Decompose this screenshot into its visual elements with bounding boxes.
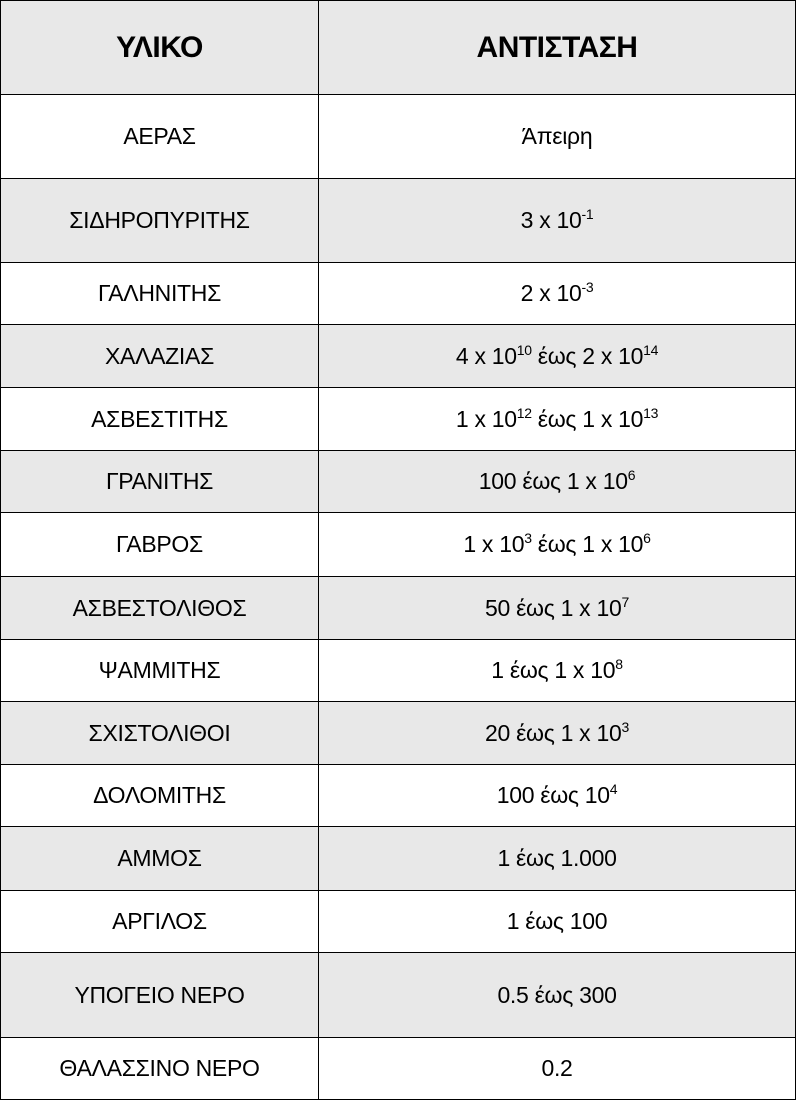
resistance-text: 0.5 έως 300	[497, 981, 617, 1008]
resistance-text: 0.2	[541, 1055, 573, 1081]
resistance-cell	[319, 451, 796, 513]
table-row	[1, 891, 796, 953]
table-row	[1, 702, 796, 765]
header-row	[1, 1, 796, 95]
table-row	[1, 1038, 796, 1100]
resistance-text: έως 2 x 10	[531, 342, 644, 369]
resistance-cell	[319, 95, 796, 179]
resistance-text: έως 1 x 10	[531, 531, 644, 557]
exponent: 13	[643, 404, 659, 421]
material-cell: ΑΕΡΑΣ	[1, 95, 319, 179]
resistance-text: Άπειρη	[521, 123, 593, 149]
exponent: 12	[516, 404, 532, 421]
exponent: 7	[621, 593, 629, 610]
table-row	[1, 263, 796, 325]
resistance-cell	[319, 765, 796, 827]
material-cell: ΥΠΟΓΕΙΟ ΝΕΡΟ	[1, 953, 319, 1038]
resistance-cell	[319, 640, 796, 702]
resistance-text: 2 x 10	[520, 280, 582, 306]
table-row	[1, 95, 796, 179]
resistance-text: 3 x 10	[520, 207, 582, 233]
resistance-text: 1 έως 1 x 10	[491, 657, 616, 683]
material-cell: ΣΧΙΣΤΟΛΙΘΟΙ	[1, 702, 319, 765]
exponent: 10	[516, 341, 532, 358]
resistance-text: 100 έως 10	[496, 782, 610, 808]
resistance-text: 20 έως 1 x 10	[485, 719, 622, 746]
material-cell: ΘΑΛΑΣΣΙΝΟ ΝΕΡΟ	[1, 1038, 319, 1100]
exponent: -1	[581, 206, 594, 222]
material-cell: ΑΜΜΟΣ	[1, 827, 319, 891]
table-row	[1, 513, 796, 577]
resistance-cell	[319, 891, 796, 953]
resistance-text: 4 x 10	[455, 342, 517, 369]
table-row	[1, 953, 796, 1038]
material-cell: ΔΟΛΟΜΙΤΗΣ	[1, 765, 319, 827]
material-cell: ΓΡΑΝΙΤΗΣ	[1, 451, 319, 513]
table-row	[1, 325, 796, 388]
resistance-cell	[319, 388, 796, 451]
exponent: 6	[643, 530, 651, 546]
resistance-text: 1 έως 1.000	[497, 845, 617, 871]
table-row	[1, 451, 796, 513]
resistance-cell	[319, 263, 796, 325]
resistance-cell	[319, 325, 796, 388]
material-cell: ΑΡΓΙΛΟΣ	[1, 891, 319, 953]
table-row	[1, 765, 796, 827]
exponent: 4	[609, 781, 618, 797]
material-cell: ΓΑΒΡΟΣ	[1, 513, 319, 577]
resistance-text: έως 1 x 10	[531, 405, 644, 432]
resistance-text: 50 έως 1 x 10	[485, 594, 622, 621]
exponent: -3	[581, 279, 594, 295]
exponent: 8	[615, 656, 623, 672]
header-resistance: ΑΝΤΙΣΤΑΣΗ	[319, 1, 796, 95]
resistance-text: 1 x 10	[463, 531, 525, 557]
exponent: 14	[643, 341, 659, 358]
material-cell: ΓΑΛΗΝΙΤΗΣ	[1, 263, 319, 325]
table-row	[1, 577, 796, 640]
resistance-text: 1 x 10	[455, 405, 517, 432]
resistance-cell	[319, 513, 796, 577]
resistance-text: 1 έως 100	[506, 908, 608, 934]
material-cell: ΣΙΔΗΡΟΠΥΡΙΤΗΣ	[1, 179, 319, 263]
table-body	[1, 95, 796, 1100]
resistance-cell	[319, 179, 796, 263]
resistance-cell	[319, 577, 796, 640]
resistance-cell	[319, 953, 796, 1038]
exponent: 6	[627, 467, 636, 483]
material-cell: ΨΑΜΜΙΤΗΣ	[1, 640, 319, 702]
material-cell: ΑΣΒΕΣΤΙΤΗΣ	[1, 388, 319, 451]
resistance-text: 100 έως 1 x 10	[478, 468, 628, 494]
table-row	[1, 640, 796, 702]
exponent: 3	[621, 718, 629, 735]
resistance-cell	[319, 702, 796, 765]
header-material: ΥΛΙΚΟ	[1, 1, 319, 95]
material-cell: ΧΑΛΑΖΙΑΣ	[1, 325, 319, 388]
exponent: 3	[524, 530, 532, 546]
resistance-cell	[319, 1038, 796, 1100]
table-row	[1, 827, 796, 891]
resistance-cell	[319, 827, 796, 891]
table-row	[1, 388, 796, 451]
table-row	[1, 179, 796, 263]
material-cell: ΑΣΒΕΣΤΟΛΙΘΟΣ	[1, 577, 319, 640]
